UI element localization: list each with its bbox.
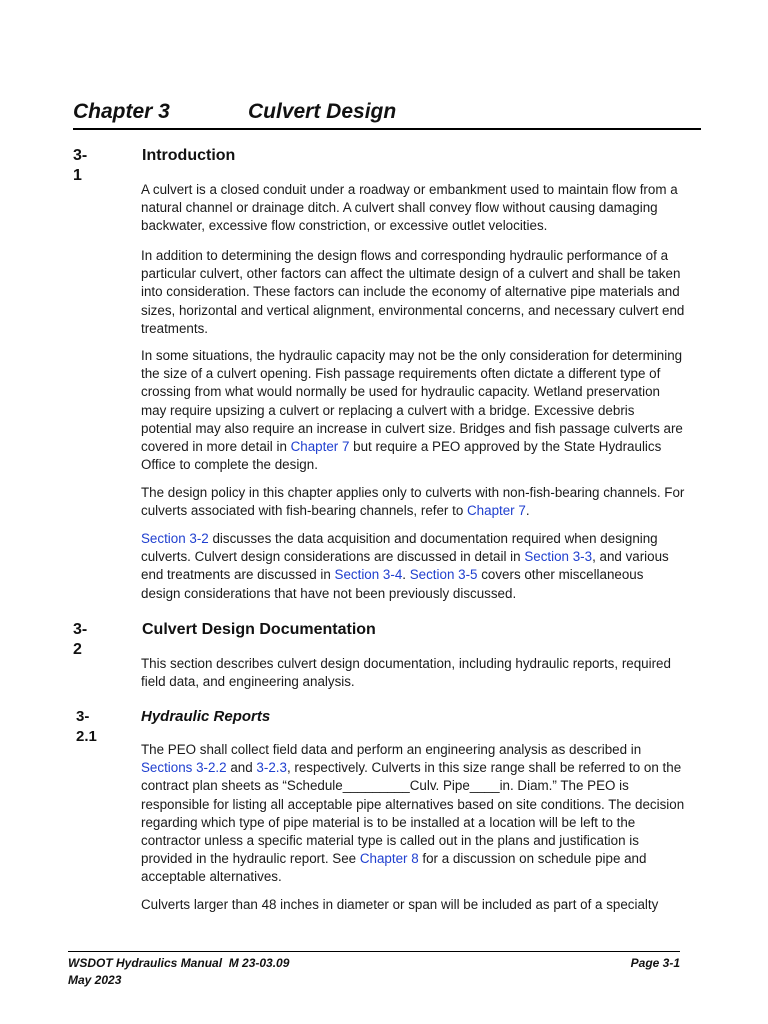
intro-paragraph-3 — [141, 347, 686, 474]
footer-left — [68, 955, 289, 989]
section-title: Introduction — [142, 147, 236, 164]
section-3-3-link[interactable]: Section 3-3 — [524, 549, 593, 565]
paragraph-text: . — [525, 503, 530, 519]
chapter-8-link[interactable]: Chapter 8 — [359, 851, 419, 867]
page-footer — [68, 951, 680, 990]
paragraph-text: , respectively. Culverts in this size range shall be referred to on the contract plan sheets as “Schedule_________Culv. Pipe____in. Diam.” The PEO is responsible for listing all acceptable pipe alternatives based on site conditions. The decision regarding which type of pipe material is to be installed at a location will be left to the contractor unless a specific material type is called out in the plans and justification is provided in the hydraulic report. See — [141, 760, 685, 867]
chapter-7-link[interactable]: Chapter 7 — [467, 503, 526, 519]
hydraulic-reports-paragraph-1 — [141, 741, 686, 887]
section-3-2-3-link[interactable]: 3-2.3 — [256, 760, 287, 776]
hydraulic-reports-paragraph-2: Culverts larger than 48 inches in diameter or span will be included as part of a specialty — [141, 897, 659, 912]
paragraph-text: In some situations, the hydraulic capacity may not be the only consideration for determining the size of a culvert opening. Fish passage requirements often dictate a different type of crossing from what would normally be used for hydraulic capacity. Wetland preservation may require upsizing a culvert or replacing a culvert with a bridge. Excessive debris potential may also require an increase in culvert size. Bridges and fish passage culverts are covered in more detail in — [141, 348, 683, 455]
chapter-number: Chapter 3 — [73, 100, 170, 123]
documentation-paragraph: This section describes culvert design documentation, including hydraulic reports, required field data, and engineering analysis. — [141, 656, 671, 690]
section-title: Hydraulic Reports — [141, 708, 271, 725]
section-number: 3-1 — [73, 147, 88, 184]
section-number: 3-2 — [73, 621, 88, 658]
paragraph-text: covers other miscellaneous design considerations that have not been previously discussed. — [141, 567, 644, 601]
paragraph-text: The design policy in this chapter applies only to culverts with non-fish-bearing channels. For culverts associated with fish-bearing channels, refer to — [141, 485, 685, 519]
paragraph-text: . — [402, 567, 410, 583]
chapter-title: Culvert Design — [248, 100, 397, 123]
chapter-heading — [73, 98, 701, 130]
intro-paragraph-1: A culvert is a closed conduit under a roadway or embankment used to maintain flow from a natural channel or drainage ditch. A culvert shall convey flow without causing damaging backwater, excessive flow constriction, or excessive outlet velocities. — [141, 182, 678, 234]
chapter-7-link[interactable]: Chapter 7 — [290, 439, 350, 455]
page-number: Page 3-1 — [630, 956, 680, 970]
sections-3-2-2-link[interactable]: Sections 3-2.2 — [141, 760, 227, 776]
paragraph-text: for a discussion on schedule pipe and acceptable alternatives. — [141, 851, 647, 885]
publication-date: May 2023 — [68, 973, 122, 987]
manual-title: WSDOT Hydraulics Manual M 23-03.09 — [68, 956, 290, 970]
paragraph-text: and — [226, 760, 257, 776]
section-3-4-link[interactable]: Section 3-4 — [334, 567, 403, 583]
paragraph-text: discusses the data acquisition and documentation required when designing culverts. Culvert design considerations are discussed in detail in — [141, 531, 658, 565]
paragraph-text: , and various end treatments are discussed in — [141, 549, 669, 583]
section-3-5-link[interactable]: Section 3-5 — [409, 567, 478, 583]
section-number: 3-2.1 — [76, 708, 97, 745]
section-3-2-link[interactable]: Section 3-2 — [141, 531, 209, 546]
intro-paragraph-2: In addition to determining the design flows and corresponding hydraulic performance of a particular culvert, other factors can affect the ultimate design of a culvert and shall be taken into consideration. These factors can include the economy of alternative pipe materials and sizes, horizontal and vertical alignment, environmental concerns, and necessary culvert end treatments. — [141, 248, 685, 336]
intro-paragraph-4 — [141, 484, 686, 520]
paragraph-text: but require a PEO approved by the State Hydraulics Office to complete the design. — [141, 439, 662, 473]
intro-paragraph-5 — [141, 530, 686, 603]
section-title: Culvert Design Documentation — [142, 621, 376, 638]
paragraph-text: The PEO shall collect field data and perform an engineering analysis as described in — [141, 742, 642, 757]
